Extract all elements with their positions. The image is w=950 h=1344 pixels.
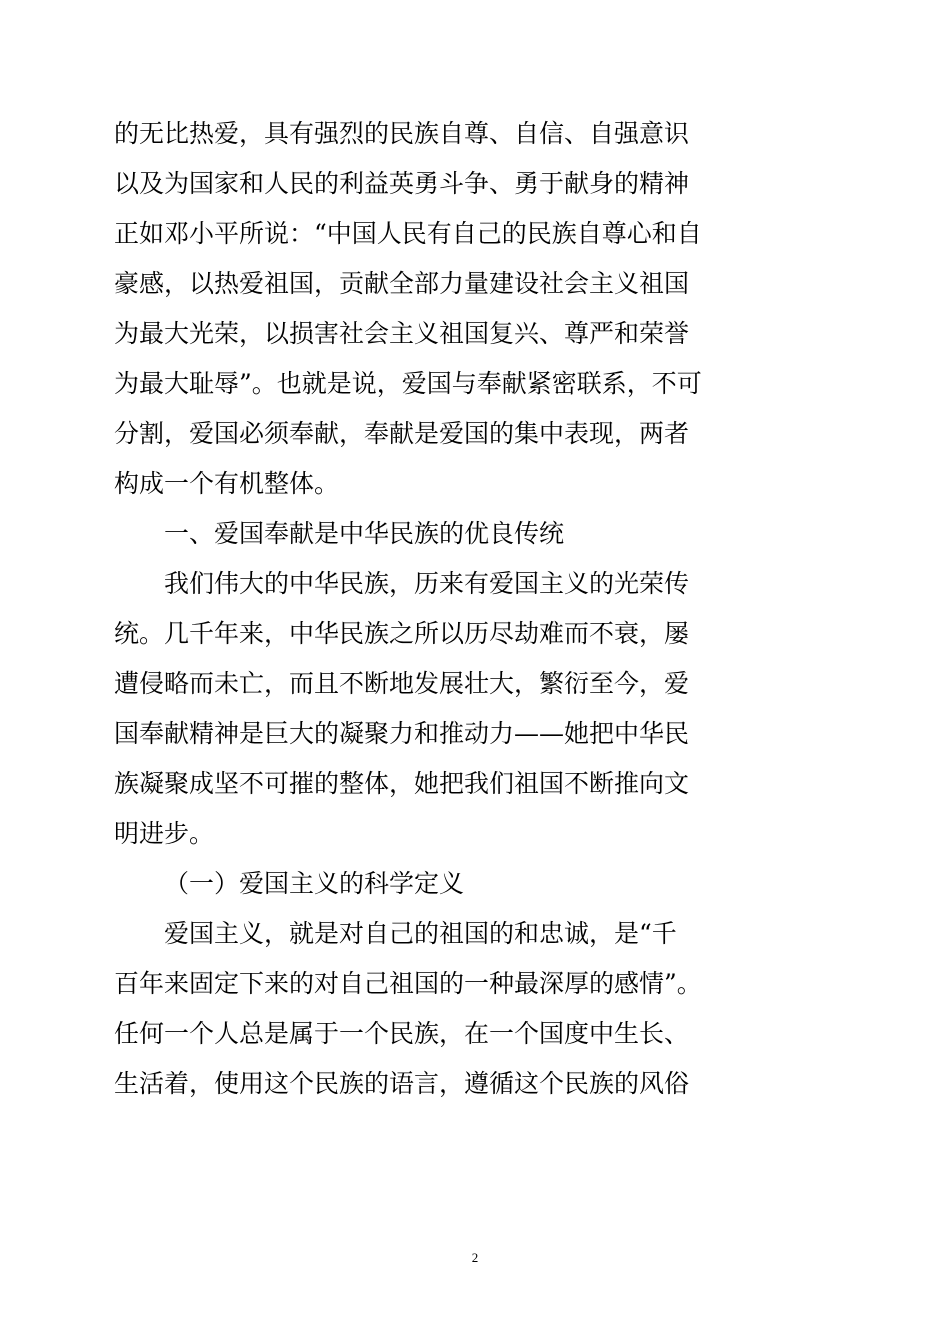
section-heading: 一、爱国奉献是中华民族的优良传统 xyxy=(164,519,565,548)
text-line: 为最大耻辱”。也就是说，爱国与奉献紧密联系，不可 xyxy=(114,369,702,398)
text-line: 分割，爱国必须奉献，奉献是爱国的集中表现，两者 xyxy=(114,419,690,448)
text-line: 我们伟大的中华民族，历来有爱国主义的光荣传 xyxy=(164,569,690,598)
page-number: 2 xyxy=(471,1250,479,1265)
text-line: 为最大光荣，以损害社会主义祖国复兴、尊严和荣誉 xyxy=(114,319,690,348)
text-line: 族凝聚成坚不可摧的整体，她把我们祖国不断推向文 xyxy=(114,769,690,798)
subsection-heading: （一）爱国主义的科学定义 xyxy=(164,869,465,898)
text-line: 任何一个人总是属于一个民族，在一个国度中生长、 xyxy=(114,1019,690,1048)
text-line: 正如邓小平所说：“中国人民有自己的民族自尊心和自 xyxy=(114,219,702,248)
text-line: 豪感，以热爱祖国，贡献全部力量建设社会主义祖国 xyxy=(114,269,690,298)
text-line: 遭侵略而未亡，而且不断地发展壮大，繁衍至今，爱 xyxy=(114,669,690,698)
text-line: 国奉献精神是巨大的凝聚力和推动力——她把中华民 xyxy=(114,719,690,748)
text-line: 明进步。 xyxy=(114,819,215,848)
text-line: 百年来固定下来的对自己祖国的一种最深厚的感情”。 xyxy=(114,969,702,998)
text-line: 统。几千年来，中华民族之所以历尽劫难而不衰，屡 xyxy=(114,619,690,648)
text-line: 生活着，使用这个民族的语言，遵循这个民族的风俗 xyxy=(114,1069,690,1098)
text-line: 爱国主义，就是对自己的祖国的和忠诚，是“千 xyxy=(164,919,677,948)
text-line: 以及为国家和人民的利益英勇斗争、勇于献身的精神 xyxy=(114,169,690,198)
text-line: 构成一个有机整体。 xyxy=(114,469,340,498)
text-line: 的无比热爱，具有强烈的民族自尊、自信、自强意识 xyxy=(114,119,690,148)
body-text xyxy=(114,109,714,1109)
